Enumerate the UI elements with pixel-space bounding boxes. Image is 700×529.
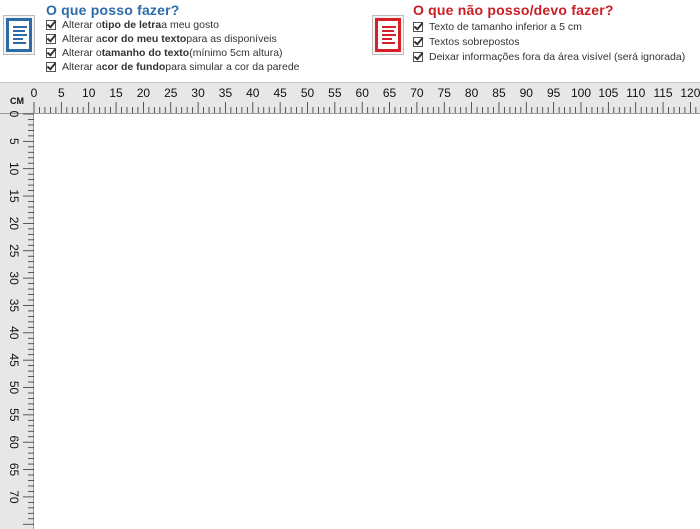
rule-text-pre: Alterar o [62,19,102,31]
ruler-tick-label: 95 [546,86,561,100]
ruler-tick-label: 10 [82,86,96,100]
ruler-tick-label: 50 [7,380,21,395]
rule-text-pre: Alterar a [62,61,102,73]
ruler-tick-label: 25 [164,86,178,100]
rule-text-bold: cor do meu texto [101,33,187,45]
rule-text-bold: tipo de letra [101,19,162,31]
ruler-tick-label: 20 [7,216,21,231]
rule-text-post: a meu gosto [161,19,219,31]
ruler-tick-label: 10 [7,162,21,176]
rule-text-bold: cor de fundo [101,61,166,73]
ruler-tick-label: 70 [7,490,21,504]
ruler-tick-label: 65 [7,462,21,477]
ruler-tick-label: 0 [30,86,38,100]
ruler-tick-label: 70 [410,86,424,100]
ruler-tick-label: 35 [7,298,21,313]
ruler-tick-label: 30 [7,271,21,285]
ruler-tick-label: 45 [273,86,287,100]
ruler-tick-label: 5 [58,86,65,100]
rule-text-post: para as disponíveis [186,33,277,45]
ruler-tick-label: 60 [355,86,369,100]
rule-text-post: para simular a cor da parede [165,61,300,73]
ruler-tick-label: 45 [7,353,21,367]
ruler-tick-label: 5 [7,138,21,145]
ruler-tick-label: 20 [136,86,151,100]
ruler-tick-label: 100 [570,86,592,100]
ruler-tick-label: 60 [7,435,21,449]
rule-text-bold: tamanho do texto [101,47,190,59]
ruler-tick-label: 90 [519,86,533,100]
ruler-tick-label: 25 [7,244,21,258]
ruler-tick-label: 80 [464,86,479,100]
ruler-tick-label: 55 [7,408,21,422]
ruler-tick-label: 40 [7,326,21,340]
ruler-tick-label: 55 [328,86,342,100]
cannot-section-title: O que não posso/devo fazer? [413,2,614,18]
rule-text: Deixar informações fora da área visível (será ignorada) [429,51,686,63]
rule-text-pre: Alterar a [62,33,102,45]
rule-text: Texto de tamanho inferior a 5 cm [429,21,582,33]
ruler-tick-label: 15 [109,86,123,100]
ruler-tick-label: 30 [191,86,205,100]
can-section-title: O que posso fazer? [46,2,180,18]
rule-text-post: (mínimo 5cm altura) [189,47,283,59]
ruler-tick-label: 75 [437,86,451,100]
ruler-tick-label: 50 [300,86,315,100]
rule-text-pre: Alterar o [62,47,102,59]
ruler-tick-label: 115 [653,86,673,100]
ruler-tick-label: 110 [626,86,646,100]
ruler-tick-label: 65 [382,86,397,100]
ruler-tick-label: 85 [492,86,506,100]
ruler-tick-label: 0 [7,110,21,118]
rule-text: Textos sobrepostos [429,36,520,48]
ruler-tick-label: 15 [7,189,21,203]
ruler-tick-label: 105 [598,86,619,100]
ruler-tick-label: 35 [218,86,233,100]
ruler-unit-label: CM [10,96,24,106]
ruler-tick-label: 120 [680,86,700,100]
ruler-tick-label: 40 [246,86,260,100]
